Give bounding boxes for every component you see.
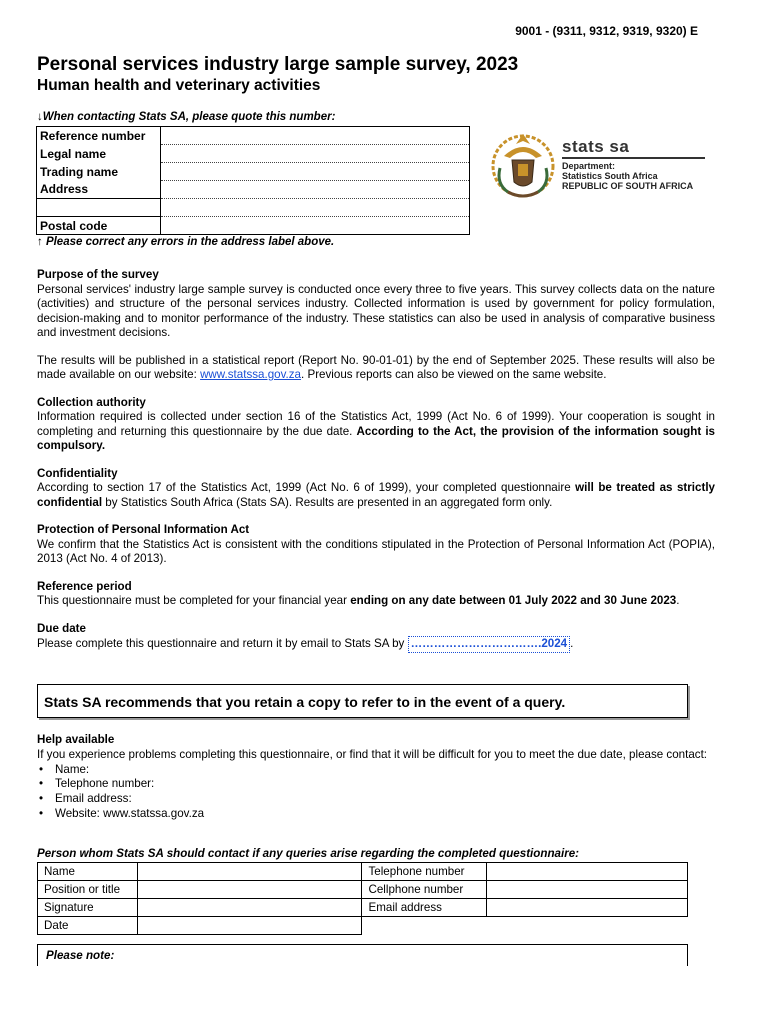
list-item: • Name: bbox=[37, 763, 717, 778]
postal-code-field[interactable] bbox=[161, 217, 470, 235]
authority-text: Information required is collected under section 16 of the Statistics Act, 1999 (Act No. 6 of 1999). Your cooperation is sought in completing and returning this questionnaire by the due date. According to the Act, the provision of the information sought is compulsory. bbox=[37, 410, 716, 452]
empty-cell bbox=[487, 917, 688, 935]
stats-sa-logo-text: stats sa bbox=[562, 137, 630, 156]
trading-name-label: Trading name bbox=[37, 163, 161, 181]
results-text: The results will be published in a statistical report (Report No. 90-01-01) by the end of September 2025. These results will also be made available on our website: www.statssa.gov.za. Previous reports can also be viewed on the same website. bbox=[37, 353, 715, 381]
cellphone-field[interactable] bbox=[487, 881, 688, 899]
reference-period-section bbox=[37, 580, 715, 609]
address-field-line2[interactable] bbox=[161, 199, 470, 217]
help-section bbox=[37, 733, 717, 822]
email-label: Email address bbox=[362, 899, 487, 917]
department-line3: REPUBLIC OF SOUTH AFRICA bbox=[562, 181, 694, 191]
retain-copy-notice: Stats SA recommends that you retain a copy to refer to in the event of a query. bbox=[37, 684, 688, 718]
survey-info bbox=[37, 268, 715, 666]
help-contact-list bbox=[37, 763, 717, 822]
purpose-section bbox=[37, 268, 715, 341]
position-label: Position or title bbox=[38, 881, 138, 899]
reference-number-field[interactable] bbox=[161, 127, 470, 145]
name-field[interactable] bbox=[137, 863, 362, 881]
email-field[interactable] bbox=[487, 899, 688, 917]
address-field-line1[interactable] bbox=[161, 181, 470, 199]
help-text: If you experience problems completing this questionnaire, or find that it will be difficult for you to meet the due date, please contact: bbox=[37, 747, 708, 761]
date-label: Date bbox=[38, 917, 138, 935]
signature-label: Signature bbox=[38, 899, 138, 917]
confidentiality-text: According to section 17 of the Statistics Act, 1999 (Act No. 6 of 1999), your completed questionnaire will be treated as strictly confidential by Statistics South Africa (Stats SA). Results are presented in an aggregated form only. bbox=[37, 481, 715, 509]
address-label-table bbox=[36, 126, 470, 235]
confidentiality-heading: Confidentiality bbox=[37, 466, 118, 480]
purpose-text: Personal services' industry large sample survey is conducted once every three to five years. This survey collects data on the nature (activities) and structure of the personal services industry. Collected information is used by government for policy formulation, decision-making and to monitor performance of the industry. These statistics can also be used in analysis of comparative business and investment decisions. bbox=[37, 282, 715, 339]
trading-name-field[interactable] bbox=[161, 163, 470, 181]
reference-period-text: This questionnaire must be completed for your financial year ending on any date between 01 July 2022 and 30 June 2023. bbox=[37, 594, 680, 607]
reference-period-heading: Reference period bbox=[37, 579, 132, 593]
due-date-field[interactable]: …………………………….2024 bbox=[408, 636, 571, 653]
authority-section bbox=[37, 396, 715, 454]
coat-of-arms-icon bbox=[490, 124, 556, 204]
address-label-blank bbox=[37, 199, 161, 217]
page-title: Personal services industry large sample survey, 2023 bbox=[37, 54, 519, 75]
purpose-heading: Purpose of the survey bbox=[37, 268, 159, 281]
popia-heading: Protection of Personal Information Act bbox=[37, 523, 250, 536]
please-note-box: Please note: bbox=[37, 944, 688, 966]
correct-errors-note: ↑ Please correct any errors in the address label above. bbox=[37, 236, 335, 248]
telephone-label: Telephone number bbox=[362, 863, 487, 881]
telephone-field[interactable] bbox=[487, 863, 688, 881]
help-heading: Help available bbox=[37, 733, 115, 746]
authority-heading: Collection authority bbox=[37, 395, 146, 409]
list-item: • Email address: bbox=[37, 792, 717, 807]
confidentiality-section bbox=[37, 467, 715, 511]
list-item: • Telephone number: bbox=[37, 777, 717, 792]
empty-cell bbox=[362, 917, 487, 935]
legal-name-label: Legal name bbox=[37, 145, 161, 163]
department-text bbox=[562, 161, 693, 191]
department-line2: Statistics South Africa bbox=[562, 171, 658, 181]
page-subtitle: Human health and veterinary activities bbox=[37, 77, 321, 94]
cellphone-label: Cellphone number bbox=[362, 881, 487, 899]
list-item: • Website: www.statssa.gov.za bbox=[37, 807, 717, 822]
logo-divider bbox=[562, 157, 705, 159]
popia-section bbox=[37, 523, 715, 567]
due-date-heading: Due date bbox=[37, 621, 86, 635]
name-label: Name bbox=[38, 863, 138, 881]
quote-note: ↓When contacting Stats SA, please quote this number: bbox=[37, 111, 336, 123]
contact-person-note: Person whom Stats SA should contact if any queries arise regarding the completed questionnaire: bbox=[37, 847, 580, 860]
legal-name-field[interactable] bbox=[161, 145, 470, 163]
postal-code-label: Postal code bbox=[37, 217, 161, 235]
website-link[interactable]: www.statssa.gov.za bbox=[200, 368, 302, 381]
date-field[interactable] bbox=[137, 917, 362, 935]
due-date-text: Please complete this questionnaire and return it by email to Stats SA by …………………………….2024 . bbox=[37, 636, 715, 653]
position-field[interactable] bbox=[137, 881, 362, 899]
address-label: Address bbox=[37, 181, 161, 199]
popia-text: We confirm that the Statistics Act is consistent with the conditions stipulated in the Protection of Personal Information Act (POPIA), 2013 (Act No. 4 of 2013). bbox=[37, 537, 715, 565]
signature-field[interactable] bbox=[137, 899, 362, 917]
due-date-section bbox=[37, 622, 715, 653]
department-line1: Department: bbox=[562, 161, 616, 171]
results-section bbox=[37, 354, 715, 383]
reference-number-label: Reference number bbox=[37, 127, 161, 145]
contact-person-table bbox=[37, 862, 688, 935]
form-code: 9001 - (9311, 9312, 9319, 9320) E bbox=[515, 24, 698, 38]
